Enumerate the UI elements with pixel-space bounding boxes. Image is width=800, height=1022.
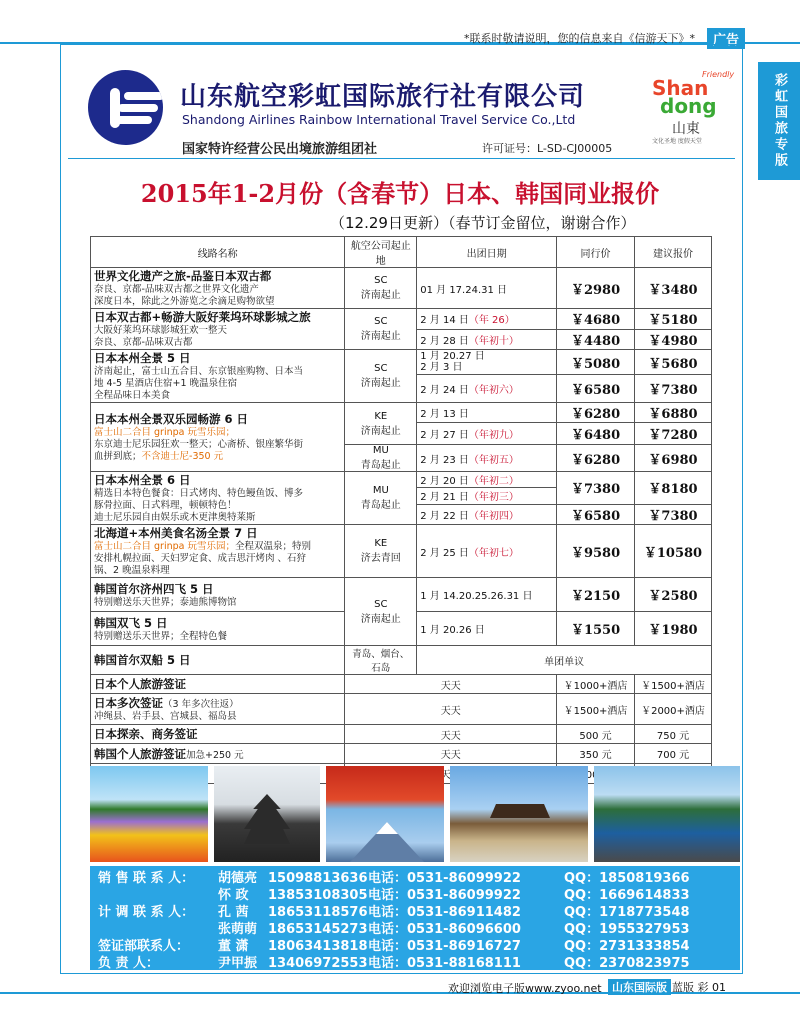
- contact-mobile: 13853108305: [268, 888, 368, 903]
- table-row: [91, 472, 712, 488]
- table-row: [91, 646, 712, 675]
- table-row: [91, 725, 712, 744]
- contact-name: 孔 茜: [218, 905, 249, 920]
- visa-cell: 日本探亲、商务签证: [91, 725, 345, 744]
- contact-qq: QQ：1669614833: [564, 888, 690, 903]
- trade-price: ￥9580: [557, 525, 635, 578]
- date-cell: 2 月 21 日（年初三）: [417, 488, 557, 504]
- photo-strip: [90, 766, 740, 862]
- suggest-price: ￥2000+酒店: [635, 694, 712, 725]
- note-cell: 单团单议: [417, 646, 712, 675]
- date-cell: 1 月 14.20.25.26.31 日: [417, 578, 557, 612]
- header-date: 出团日期: [417, 237, 557, 268]
- route-cell: 日本双古都+畅游大阪好莱坞环球影城之旅 大阪好莱坞环球影城狂欢一整天 奈良、京都-品味双古都: [91, 309, 345, 350]
- route-cell: 日本本州全景双乐园畅游 6 日 富士山二合目 grinpa 玩雪乐园； 东京迪士尼乐园狂欢一整天；心斋桥、银座繁华街 血拼到底；不含迪士尼-350 元: [91, 403, 345, 472]
- contact-panel: [90, 866, 740, 970]
- photo-korea-palace: [450, 766, 588, 862]
- contact-mobile: 18653145273: [268, 922, 368, 937]
- trade-price: ￥1000+酒店: [557, 675, 635, 694]
- trade-price: ￥2150: [557, 578, 635, 612]
- table-row: [91, 268, 712, 309]
- contact-name: 张萌萌: [218, 922, 258, 937]
- suggest-price: ￥5680: [635, 350, 712, 375]
- footer-edition: 山东国际版: [608, 979, 671, 995]
- date-cell: 2 月 25 日（年初七）: [417, 525, 557, 578]
- date-cell: 2 月 23 日（年初五）: [417, 445, 557, 472]
- date-cell: 2 月 22 日（年初四）: [417, 504, 557, 524]
- contact-qq: QQ：2731333854: [564, 939, 690, 954]
- trade-price: ￥5080: [557, 350, 635, 375]
- header-route: 线路名称: [91, 237, 345, 268]
- suggest-price: 700 元: [635, 744, 712, 764]
- suggest-price: ￥10580: [635, 525, 712, 578]
- date-cell: 2 月 27 日（年初九）: [417, 423, 557, 445]
- route-cell: 北海道+本州美食名汤全景 7 日 富士山二合目 grinpa 玩雪乐园；全程双温泉；特别 安排札幌拉面、天妇罗定食、成吉思汗烤肉 、石狩 锅、2 晚温泉料理: [91, 525, 345, 578]
- contact-name: 董 潇: [218, 939, 249, 954]
- contact-mobile: 15098813636: [268, 871, 368, 886]
- contact-role: 签证部联系人：: [98, 939, 190, 954]
- date-cell: 1 月 20.27 日 2 月 3 日: [417, 350, 557, 375]
- contact-mobile: 18653118576: [268, 905, 368, 920]
- license-text: 国家特许经营公民出境旅游组团社: [182, 142, 378, 157]
- table-row: [91, 578, 712, 612]
- contact-row: [90, 938, 740, 955]
- airline-cell: MU 青岛起止: [345, 472, 417, 525]
- suggest-price: ￥7380: [635, 375, 712, 403]
- date-cell: 2 月 24 日（年初六）: [417, 375, 557, 403]
- contact-row: [90, 870, 740, 887]
- airline-cell: SC 济南起止: [345, 309, 417, 350]
- brand-cn: 山東: [672, 121, 700, 137]
- contact-phone: 电话：0531-86916727: [368, 939, 521, 954]
- contact-row: [90, 887, 740, 904]
- airline-cell: SC 济南起止: [345, 268, 417, 309]
- contact-qq: QQ：2370823975: [564, 956, 690, 971]
- trade-price: 350 元: [557, 744, 635, 764]
- freq-cell: 天天: [345, 694, 557, 725]
- airline-cell: MU 青岛起止: [345, 445, 417, 472]
- contact-name: 怀 政: [218, 888, 249, 903]
- suggest-price: ￥7380: [635, 504, 712, 524]
- airline-cell: SC 济南起止: [345, 578, 417, 646]
- airline-cell: KE 济去青回: [345, 525, 417, 578]
- date-cell: 2 月 13 日: [417, 403, 557, 423]
- company-name: 山东航空彩虹国际旅行社有限公司: [180, 82, 586, 112]
- license-number: 许可证号：L-SD-CJ00005: [482, 142, 613, 155]
- table-row: [91, 525, 712, 578]
- contact-qq: QQ：1718773548: [564, 905, 690, 920]
- date-cell: 2 月 14 日（年 26）: [417, 309, 557, 330]
- contact-role: 计 调 联 系 人：: [98, 905, 195, 920]
- table-row: [91, 350, 712, 375]
- route-cell: 韩国双飞 5 日 特别赠送乐天世界；全程特色餐: [91, 612, 345, 646]
- shandong-brand-logo: [652, 70, 735, 146]
- route-cell: 日本本州全景 6 日 精选日本特色餐食：日式烤肉、特色鳗鱼饭、博多 豚骨拉面、日式料理，顿顿特色！ 迪士尼乐园自由娱乐或木更津奥特莱斯: [91, 472, 345, 525]
- trade-price: ￥7380: [557, 472, 635, 505]
- contact-phone: 电话：0531-86096600: [368, 922, 521, 937]
- contact-row: [90, 955, 740, 972]
- trade-price: ￥6280: [557, 445, 635, 472]
- trade-price: ￥4480: [557, 329, 635, 350]
- contact-row: [90, 921, 740, 938]
- price-table: [90, 236, 712, 784]
- visa-cell: 日本个人旅游签证: [91, 675, 345, 694]
- route-cell: 韩国首尔济州四飞 5 日 特别赠送乐天世界；泰迪熊博物馆: [91, 578, 345, 612]
- brand-dong: dong: [660, 94, 717, 118]
- airline-cell: 青岛、烟台、石岛: [345, 646, 417, 675]
- trade-price: ￥6580: [557, 504, 635, 524]
- photo-coast: [594, 766, 740, 862]
- footer-website[interactable]: 欢迎浏览电子版www.zyoo.net: [448, 982, 602, 995]
- route-cell: 日本本州全景 5 日 济南起止，富士山五合目、东京银座购物、日本当 地 4-5 星酒店住宿+1 晚温泉住宿 全程品味日本美食: [91, 350, 345, 403]
- brand-friendly: Friendly: [702, 70, 735, 79]
- contact-name: 尹甲振: [218, 956, 258, 971]
- contact-phone: 电话：0531-88168111: [368, 956, 521, 971]
- contact-role: 负 责 人：: [98, 956, 160, 971]
- ad-tag: 广告: [707, 28, 745, 49]
- page-subtitle: （12.29日更新）（春节订金留位，谢谢合作）: [330, 214, 636, 232]
- photo-mount-fuji: [326, 766, 444, 862]
- contact-qq: QQ：1850819366: [564, 871, 690, 886]
- photo-flower-field: [90, 766, 208, 862]
- photo-castle: [214, 766, 320, 862]
- trade-price: ￥2980: [557, 268, 635, 309]
- suggest-price: ￥6980: [635, 445, 712, 472]
- visa-cell: 韩国个人旅游签证加急+250 元: [91, 744, 345, 764]
- route-cell: 世界文化遗产之旅-品鉴日本双古都 奈良、京都-品味双古都之世界文化遗产 深度日本，除此之外游览之余滴足购物欲望: [91, 268, 345, 309]
- trade-price: ￥1500+酒店: [557, 694, 635, 725]
- company-name-en: Shandong Airlines Rainbow International Travel Service Co.,Ltd: [182, 112, 576, 127]
- suggest-price: ￥7280: [635, 423, 712, 445]
- header-suggest-price: 建议报价: [635, 237, 712, 268]
- suggest-price: ￥8180: [635, 472, 712, 505]
- contact-mobile: 13406972553: [268, 956, 368, 971]
- brand-shan: Shan: [652, 76, 709, 100]
- footer-page: 蓝版 彩 01: [672, 981, 726, 994]
- date-cell: 2 月 20 日（年初二）: [417, 472, 557, 488]
- page-title: 2015年1-2月份（含春节）日本、韩国同业报价: [140, 179, 660, 208]
- company-logo-icon: [88, 70, 163, 145]
- contact-row: [90, 904, 740, 921]
- freq-cell: 天天: [345, 675, 557, 694]
- suggest-price: ￥6880: [635, 403, 712, 423]
- date-cell: 1 月 20.26 日: [417, 612, 557, 646]
- suggest-price: ￥2580: [635, 578, 712, 612]
- contact-phone: 电话：0531-86099922: [368, 871, 521, 886]
- header-trade-price: 同行价: [557, 237, 635, 268]
- contact-role: 销 售 联 系 人：: [98, 871, 195, 886]
- contact-phone: 电话：0531-86911482: [368, 905, 521, 920]
- trade-price: ￥6580: [557, 375, 635, 403]
- route-cell: 韩国首尔双船 5 日: [91, 646, 345, 675]
- table-row: [91, 403, 712, 423]
- airline-cell: KE 济南起止: [345, 403, 417, 445]
- trade-price: ￥6280: [557, 403, 635, 423]
- contact-name: 胡德亮: [218, 871, 258, 886]
- header-airline: 航空公司起止地: [345, 237, 417, 268]
- table-header-row: [91, 237, 712, 268]
- trade-price: 500 元: [557, 725, 635, 744]
- freq-cell: 天天: [345, 725, 557, 744]
- suggest-price: ￥3480: [635, 268, 712, 309]
- trade-price: ￥1550: [557, 612, 635, 646]
- freq-cell: 天天: [345, 744, 557, 764]
- source-note: *联系时敬请说明，您的信息来自《信游天下》*: [464, 32, 695, 45]
- contact-qq: QQ：1955327953: [564, 922, 690, 937]
- table-row: [91, 675, 712, 694]
- table-row: [91, 744, 712, 764]
- side-tab: 彩虹国旅专版: [758, 62, 800, 180]
- visa-cell: 日本多次签证（3 年多次往返） 冲绳县、岩手县、宫城县、福岛县: [91, 694, 345, 725]
- suggest-price: 750 元: [635, 725, 712, 744]
- table-row: [91, 309, 712, 330]
- contact-phone: 电话：0531-86099922: [368, 888, 521, 903]
- airline-cell: SC 济南起止: [345, 350, 417, 403]
- date-cell: 01 月 17.24.31 日: [417, 268, 557, 309]
- table-row: [91, 694, 712, 725]
- contact-mobile: 18063413818: [268, 939, 368, 954]
- suggest-price: ￥4980: [635, 329, 712, 350]
- header-divider: [68, 158, 735, 159]
- trade-price: ￥6480: [557, 423, 635, 445]
- suggest-price: ￥1980: [635, 612, 712, 646]
- suggest-price: ￥1500+酒店: [635, 675, 712, 694]
- date-cell: 2 月 28 日（年初十）: [417, 329, 557, 350]
- suggest-price: ￥5180: [635, 309, 712, 330]
- trade-price: ￥4680: [557, 309, 635, 330]
- trade-price: 500: [557, 764, 635, 784]
- brand-tagline: 文化圣地 度假天堂: [652, 138, 702, 145]
